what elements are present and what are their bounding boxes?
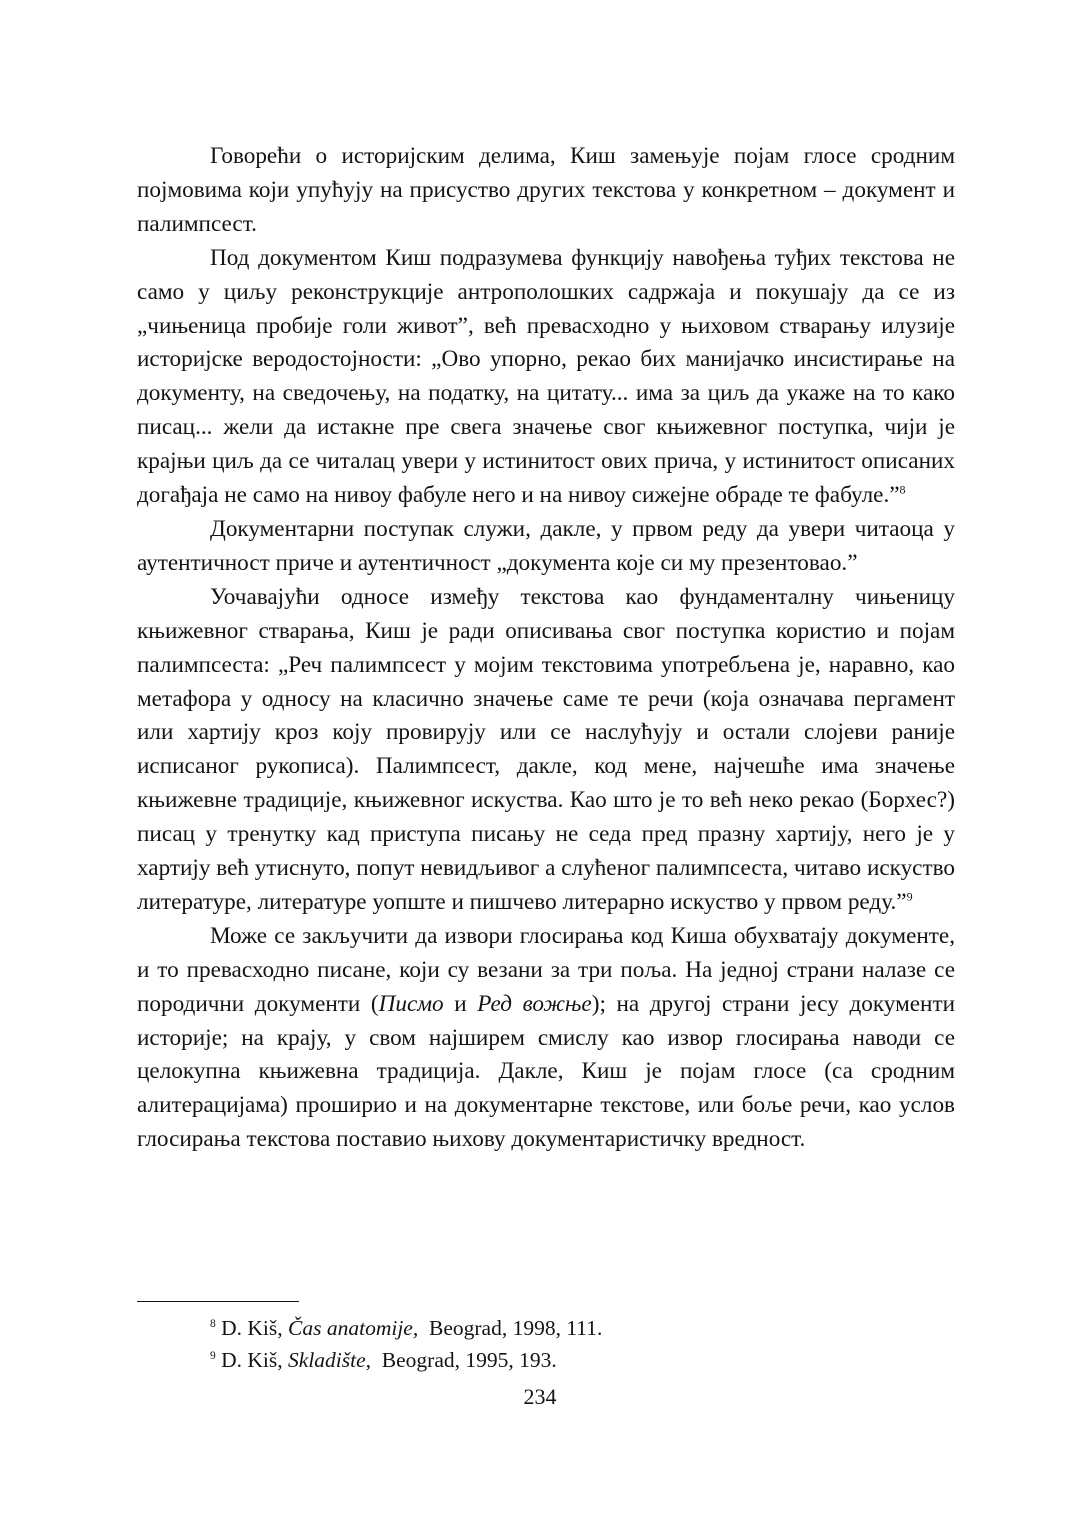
paragraph-3-text: Документарни поступак служи, дакле, у првом реду да увери читаоца у аутентичност приче и аутентичност „документа које си му презентовао.” <box>137 515 955 576</box>
paragraph-4-text: Уочавајући односе између текстова као фундаменталну чињеницу књижевног стварања, Киш је ради описивања свог поступка користио и појам палимпсеста: „Реч палимпсест у мојим текстовима употребљена је, наравно, као метафора у односу на класично значење саме те речи (која означава пергамент или хартију кроз коју провирују или се наслућују и остали слојеви раније исписаног рукописа). Палимпсест, дакле, код мене, најчешће има значење књижевне традиције, књижевног искуства. Као што је то већ неко рекао (Борхес?) писац у тренутку кад приступа писању не седа пред празну хартију, него је у хартију већ утиснуто, попут невидљивог а слућеног палимпсеста, читаво искуство литературе, литературе уопште и пишчево литерарно искуство у првом реду.” <box>137 583 955 915</box>
page-number: 234 <box>523 1384 557 1409</box>
footnote-9-number: 9 <box>210 1349 216 1362</box>
title-red-voznje: Ред вожње <box>477 990 592 1017</box>
paragraph-2-text: Под документом Киш подразумева функцију навођења туђих текстова не само у циљу реконструкције антрополошких садржаја и покушају да се из „чињеница пробије голи живот”, већ превасходно у њиховом стварању илузије историјске веродостојности: „Ово упорно, рекао бих манијачко инсистирање на документу, на сведочењу, на податку, на цитату... има за циљ да укаже на то како писац... жели да истакне пре свега значење свог књижевног поступка, чији је крајњи циљ да се читалац увери у истинитост ових прича, у истинитост описаних догађаја не само на нивоу фабуле него и на нивоу сижејне обраде те фабуле.” <box>137 244 955 509</box>
paragraph-1-text: Говорећи о историјским делима, Киш замењује појам глосе сродним појмовима који упућују на присуство других текстова у конкретном – документ и палимпсест. <box>137 143 955 237</box>
footnote-8-number: 8 <box>210 1317 216 1330</box>
footnote-8-rest: Beograd, 1998, 111. <box>418 1316 603 1340</box>
paragraph-2 <box>137 242 955 513</box>
footnote-9-rest: Beograd, 1995, 193. <box>371 1348 557 1372</box>
footnote-divider <box>137 1301 299 1302</box>
footnote-ref-8: 8 <box>899 482 906 497</box>
paragraph-5 <box>137 920 955 1157</box>
body-text <box>137 140 955 1157</box>
page-body <box>137 140 955 1157</box>
paragraph-5-text-c: ); на другој страни јесу документи историје; на крају, у свом најширем смислу као извор глосирања наводи се целокупна књижевна традиција. Дакле, Киш је појам глосе (са сродним алитерацијама) проширио и на документарне текстове, или боље речи, као услов глосирања текстова поставио њихову документаристичку вредност. <box>137 990 955 1153</box>
paragraph-5-text-b: и <box>443 990 478 1017</box>
footnote-8 <box>210 1312 955 1344</box>
footnote-9-author: D. Kiš, <box>221 1348 289 1372</box>
footnote-8-author: D. Kiš, <box>221 1316 289 1340</box>
footnote-9 <box>210 1344 955 1376</box>
footnote-9-title: Skladište, <box>288 1348 372 1372</box>
paragraph-3 <box>137 513 955 581</box>
footnotes <box>210 1312 955 1376</box>
paragraph-5-text-a: Може се закључити да извори глосирања код Киша обухватају документе, и то превасходно писане, који су везани за три поља. На једној страни налазе се породични документи ( <box>137 922 955 1017</box>
paragraph-4 <box>137 581 955 920</box>
footnote-ref-9: 9 <box>906 889 913 904</box>
paragraph-1 <box>137 140 955 242</box>
title-pismo: Писмо <box>378 990 444 1017</box>
footnote-8-title: Čas anatomije, <box>288 1316 419 1340</box>
